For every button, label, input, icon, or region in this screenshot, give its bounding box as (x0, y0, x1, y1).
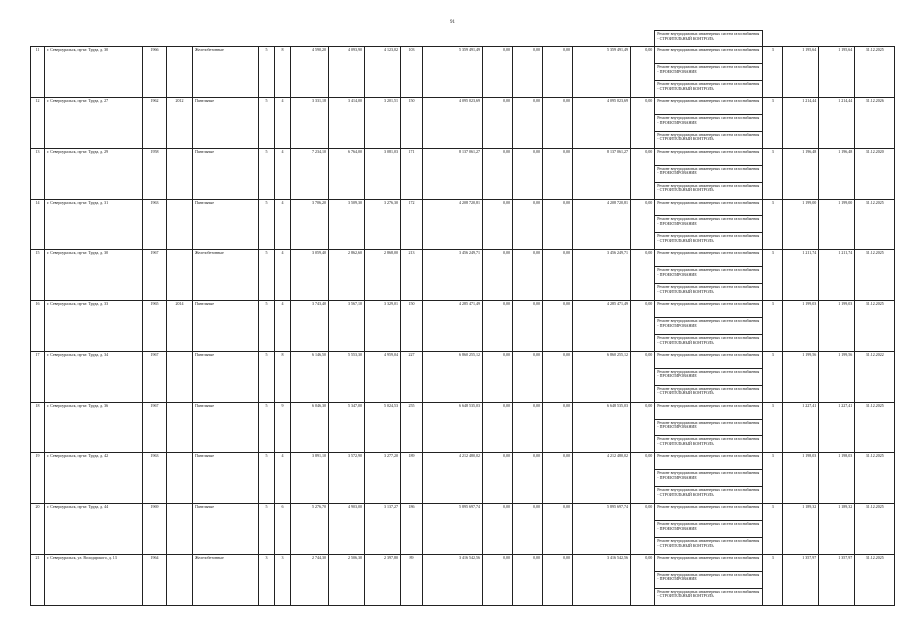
cell-c4: 0,00 (631, 148, 655, 199)
capital-repair-register-table (30, 30, 895, 606)
work-type-cell: Ремонт внутридомовых инженерных систем газоснабжения (655, 554, 763, 571)
cell-area-total: 3 331,18 (291, 98, 329, 149)
cell-unit: 1 227,41 (783, 402, 819, 453)
work-type-cell: Ремонт внутридомовых инженерных систем газоснабжения - СТРОИТЕЛЬНЫЙ КОНТРОЛЬ (655, 182, 763, 199)
cell-c4: 0,00 (631, 98, 655, 149)
cell-entrances: 4 (275, 199, 291, 250)
cell-area-a: 6 764,00 (329, 148, 365, 199)
cell-year-rec (167, 250, 193, 301)
cell-floors: 5 (259, 351, 275, 402)
cell-cost-own: 4 095 023,69 (573, 98, 631, 149)
cell-floors: 5 (259, 199, 275, 250)
cell-year-rec (167, 504, 193, 555)
cell-floors: 3 (259, 554, 275, 605)
cell-limit: 1 211,74 (819, 250, 855, 301)
cell-area-b: 2 397,80 (365, 554, 401, 605)
cell-area-a: 4 093,90 (329, 47, 365, 98)
cell-wall: Железобетонные (193, 554, 259, 605)
cell-code: 3 (763, 98, 783, 149)
cell-unit: 1 199,00 (783, 199, 819, 250)
cell-cost-total: 4 285 471,49 (423, 301, 483, 352)
cell-residents: 150 (401, 301, 423, 352)
table-row (31, 250, 895, 267)
work-type-cell: Ремонт внутридомовых инженерных систем газоснабжения (655, 351, 763, 368)
cell-limit: 1 198,03 (819, 453, 855, 504)
cell-unit: 1 195,64 (783, 47, 819, 98)
cell-area-b: 3 081,03 (365, 148, 401, 199)
cell-entrances: 4 (275, 453, 291, 504)
cell-limit: 1 199,00 (819, 199, 855, 250)
cell-code: 3 (763, 148, 783, 199)
cell-area-total: 2 744,30 (291, 554, 329, 605)
work-type-cell: Ремонт внутридомовых инженерных систем газоснабжения (655, 148, 763, 165)
cell-area-a: 4 903,00 (329, 504, 365, 555)
work-type-cell: Ремонт внутридомовых инженерных систем газоснабжения (655, 301, 763, 318)
cell-c4: 0,00 (631, 402, 655, 453)
cell-address: г. Североуральск, пр-кт. Труда, д. 34 (45, 351, 143, 402)
cell-year-rec (167, 47, 193, 98)
cell-c1: 0,00 (483, 98, 513, 149)
cell-area-total: 6 046,30 (291, 402, 329, 453)
cell-code: 3 (763, 504, 783, 555)
cell-no: 21 (31, 554, 45, 605)
work-type-cell: Ремонт внутридомовых инженерных систем газоснабжения - ПРОЕКТИРОВАНИЕ (655, 318, 763, 335)
work-type-cell: Ремонт внутридомовых инженерных систем газоснабжения - ПРОЕКТИРОВАНИЕ (655, 419, 763, 436)
cell-area-total: 6 146,50 (291, 351, 329, 402)
work-type-cell: Ремонт внутридомовых инженерных систем газоснабжения - СТРОИТЕЛЬНЫЙ КОНТРОЛЬ (655, 334, 763, 351)
cell-residents: 189 (401, 453, 423, 504)
cell-c4: 0,00 (631, 351, 655, 402)
work-type-cell: Ремонт внутридомовых инженерных систем газоснабжения - СТРОИТЕЛЬНЫЙ КОНТРОЛЬ (655, 81, 763, 98)
cell-floors: 5 (259, 504, 275, 555)
cell-year-rec: 2014 (167, 301, 193, 352)
cell-floors: 5 (259, 47, 275, 98)
cell-c4: 0,00 (631, 301, 655, 352)
work-type-cell: Ремонт внутридомовых инженерных систем газоснабжения - СТРОИТЕЛЬНЫЙ КОНТРОЛЬ (655, 537, 763, 554)
cell-entrances: 4 (275, 301, 291, 352)
cell-c1: 0,00 (483, 199, 513, 250)
cell-c1: 0,00 (483, 554, 513, 605)
cell-deadline: 31.12.2022 (855, 351, 895, 402)
cell-area-b: 3 201,51 (365, 98, 401, 149)
cell-area-total: 3 059,40 (291, 250, 329, 301)
cell-year-built: 1958 (143, 148, 167, 199)
cell-year-built: 1963 (143, 199, 167, 250)
cell-area-b: 2 868,00 (365, 250, 401, 301)
cell-wall: Железобетонные (193, 47, 259, 98)
cell-address: г. Североуральск, ул. Володарского, д. 13 (45, 554, 143, 605)
cell-area-b: 3 329,01 (365, 301, 401, 352)
table-row (31, 351, 895, 368)
cell-c1: 0,00 (483, 301, 513, 352)
cell-cost-own: 4 212 480,02 (573, 453, 631, 504)
cell-c2: 0,00 (513, 250, 543, 301)
cell-no: 15 (31, 250, 45, 301)
cell-no: 18 (31, 402, 45, 453)
cell-cost-total: 4 095 023,69 (423, 98, 483, 149)
work-type-cell: Ремонт внутридомовых инженерных систем газоснабжения - ПРОЕКТИРОВАНИЕ (655, 368, 763, 385)
cell-year-built: 1967 (143, 351, 167, 402)
cell-c4: 0,00 (631, 199, 655, 250)
cell-wall: Железобетонные (193, 250, 259, 301)
cell-c3: 0,00 (543, 554, 573, 605)
cell-entrances: 4 (275, 98, 291, 149)
table-body (31, 31, 895, 606)
cell-entrances: 9 (275, 402, 291, 453)
cell-residents: 103 (401, 47, 423, 98)
cell-c1: 0,00 (483, 402, 513, 453)
cell-address: г. Североуральск, пр-кт. Труда, д. 31 (45, 199, 143, 250)
cell-floors: 5 (259, 148, 275, 199)
work-type-cell: Ремонт внутридомовых инженерных систем газоснабжения - СТРОИТЕЛЬНЫЙ КОНТРОЛЬ (655, 131, 763, 148)
cell-year-built: 1967 (143, 250, 167, 301)
cell-year-rec (167, 402, 193, 453)
cell-area-total: 4 590,20 (291, 47, 329, 98)
cell-no: 19 (31, 453, 45, 504)
cell-no: 16 (31, 301, 45, 352)
cell-year-built: 1964 (143, 554, 167, 605)
cell-cost-own: 5 359 491,49 (573, 47, 631, 98)
work-type-cell: Ремонт внутридомовых инженерных систем газоснабжения - ПРОЕКТИРОВАНИЕ (655, 521, 763, 538)
table-row (31, 98, 895, 115)
cell-wall: Панельные (193, 98, 259, 149)
cell-code: 3 (763, 453, 783, 504)
cell-floors: 5 (259, 98, 275, 149)
cell-floors: 5 (259, 453, 275, 504)
cell-no: 11 (31, 47, 45, 98)
work-type-cell: Ремонт внутридомовых инженерных систем газоснабжения - СТРОИТЕЛЬНЫЙ КОНТРОЛЬ (655, 31, 763, 47)
work-type-cell: Ремонт внутридомовых инженерных систем газоснабжения - ПРОЕКТИРОВАНИЕ (655, 267, 763, 284)
cell-code: 3 (763, 301, 783, 352)
cell-year-built: 1965 (143, 301, 167, 352)
cell-cost-total: 6 860 255,12 (423, 351, 483, 402)
cell-no: 13 (31, 148, 45, 199)
cell-address: г. Североуральск, пр-кт. Труда, д. 42 (45, 453, 143, 504)
cell-unit: 1 198,03 (783, 453, 819, 504)
cell-area-b: 4 123,02 (365, 47, 401, 98)
cell-entrances: 3 (275, 554, 291, 605)
cell-no: 14 (31, 199, 45, 250)
cell-c2: 0,00 (513, 402, 543, 453)
work-type-cell: Ремонт внутридомовых инженерных систем газоснабжения - ПРОЕКТИРОВАНИЕ (655, 64, 763, 81)
cell-residents: 150 (401, 98, 423, 149)
work-type-cell: Ремонт внутридомовых инженерных систем газоснабжения (655, 402, 763, 419)
cell-address: г. Североуральск, пр-кт. Труда, д. 29 (45, 148, 143, 199)
cell-residents: 213 (401, 250, 423, 301)
cell-c2: 0,00 (513, 301, 543, 352)
table-row (31, 301, 895, 318)
cell-c2: 0,00 (513, 148, 543, 199)
work-type-cell: Ремонт внутридомовых инженерных систем газоснабжения - ПРОЕКТИРОВАНИЕ (655, 216, 763, 233)
cell-no: 20 (31, 504, 45, 555)
cell-year-rec (167, 199, 193, 250)
table-row (31, 453, 895, 470)
cell-area-a: 2 862,60 (329, 250, 365, 301)
cell-code: 3 (763, 199, 783, 250)
cell-cost-own: 3 456 249,71 (573, 250, 631, 301)
cell-c4: 0,00 (631, 504, 655, 555)
cell-cost-own: 8 137 061,27 (573, 148, 631, 199)
cell-limit: 1 357,97 (819, 554, 855, 605)
cell-floors: 5 (259, 402, 275, 453)
cell-wall: Панельные (193, 351, 259, 402)
cell-c4: 0,00 (631, 453, 655, 504)
table-row (31, 554, 895, 571)
cell-unit: 1 211,74 (783, 250, 819, 301)
blank-cell (31, 31, 655, 47)
cell-cost-total: 4 208 720,81 (423, 199, 483, 250)
cell-unit: 1 189,32 (783, 504, 819, 555)
table-row (31, 148, 895, 165)
cell-area-a: 3 567,10 (329, 301, 365, 352)
cell-address: г. Североуральск, пр-кт. Труда, д. 30 (45, 47, 143, 98)
cell-c1: 0,00 (483, 453, 513, 504)
cell-deadline: 31.12.2025 (855, 504, 895, 555)
cell-year-built: 1967 (143, 402, 167, 453)
table-row-continued (31, 31, 895, 47)
cell-entrances: 4 (275, 250, 291, 301)
cell-cost-own: 4 208 720,81 (573, 199, 631, 250)
cell-residents: 186 (401, 504, 423, 555)
table-row (31, 199, 895, 216)
page-number: 91 (450, 20, 455, 25)
cell-limit: 1 196,48 (819, 148, 855, 199)
work-type-cell: Ремонт внутридомовых инженерных систем газоснабжения - СТРОИТЕЛЬНЫЙ КОНТРОЛЬ (655, 284, 763, 301)
cell-cost-total: 5 895 697,74 (423, 504, 483, 555)
cell-limit: 1 199,56 (819, 351, 855, 402)
work-type-cell: Ремонт внутридомовых инженерных систем газоснабжения (655, 199, 763, 216)
cell-area-a: 5 553,30 (329, 351, 365, 402)
cell-floors: 5 (259, 250, 275, 301)
cell-area-total: 3 891,10 (291, 453, 329, 504)
cell-area-b: 4 959,04 (365, 351, 401, 402)
cell-c2: 0,00 (513, 351, 543, 402)
work-type-cell: Ремонт внутридомовых инженерных систем газоснабжения - СТРОИТЕЛЬНЫЙ КОНТРОЛЬ (655, 233, 763, 250)
cell-deadline: 31.12.2025 (855, 453, 895, 504)
cell-residents: 227 (401, 351, 423, 402)
cell-unit: 1 199,56 (783, 351, 819, 402)
cell-address: г. Североуральск, пр-кт. Труда, д. 30 (45, 250, 143, 301)
work-type-cell: Ремонт внутридомовых инженерных систем газоснабжения - ПРОЕКТИРОВАНИЕ (655, 165, 763, 182)
cell-unit: 1 357,97 (783, 554, 819, 605)
work-type-cell: Ремонт внутридомовых инженерных систем газоснабжения (655, 98, 763, 115)
cell-entrances: 4 (275, 148, 291, 199)
cell-entrances: 6 (275, 504, 291, 555)
cell-year-rec (167, 554, 193, 605)
cell-c3: 0,00 (543, 402, 573, 453)
cell-address: г. Североуральск, пр-кт. Труда, д. 33 (45, 301, 143, 352)
cell-address: г. Североуральск, пр-кт. Труда, д. 36 (45, 402, 143, 453)
cell-c2: 0,00 (513, 47, 543, 98)
cell-c3: 0,00 (543, 351, 573, 402)
cell-unit: 1 199,03 (783, 301, 819, 352)
cell-residents: 172 (401, 199, 423, 250)
cell-deadline: 31.12.2025 (855, 199, 895, 250)
cell-c1: 0,00 (483, 504, 513, 555)
work-type-cell: Ремонт внутридомовых инженерных систем газоснабжения - СТРОИТЕЛЬНЫЙ КОНТРОЛЬ (655, 487, 763, 504)
work-type-cell: Ремонт внутридомовых инженерных систем газоснабжения (655, 453, 763, 470)
work-type-cell: Ремонт внутридомовых инженерных систем газоснабжения - СТРОИТЕЛЬНЫЙ КОНТРОЛЬ (655, 385, 763, 402)
cell-area-b: 5 024,53 (365, 402, 401, 453)
cell-deadline: 31.12.2026 (855, 98, 895, 149)
cell-wall: Панельные (193, 148, 259, 199)
work-type-cell: Ремонт внутридомовых инженерных систем газоснабжения - ПРОЕКТИРОВАНИЕ (655, 470, 763, 487)
cell-unit: 1 196,48 (783, 148, 819, 199)
cell-deadline: 31.12.2025 (855, 402, 895, 453)
cell-residents: 255 (401, 402, 423, 453)
cell-wall: Панельные (193, 402, 259, 453)
work-type-cell: Ремонт внутридомовых инженерных систем газоснабжения - ПРОЕКТИРОВАНИЕ (655, 571, 763, 588)
cell-residents: 171 (401, 148, 423, 199)
blank-cell (763, 31, 895, 47)
cell-year-built: 1969 (143, 504, 167, 555)
cell-floors: 5 (259, 301, 275, 352)
cell-year-built: 1966 (143, 47, 167, 98)
cell-limit: 1 199,03 (819, 301, 855, 352)
work-type-cell: Ремонт внутридомовых инженерных систем газоснабжения (655, 504, 763, 521)
cell-no: 12 (31, 98, 45, 149)
cell-wall: Панельные (193, 301, 259, 352)
cell-year-built: 1963 (143, 453, 167, 504)
cell-code: 3 (763, 47, 783, 98)
cell-c1: 0,00 (483, 47, 513, 98)
cell-code: 3 (763, 351, 783, 402)
cell-address: г. Североуральск, пр-кт. Труда, д. 44 (45, 504, 143, 555)
work-type-cell: Ремонт внутридомовых инженерных систем газоснабжения - ПРОЕКТИРОВАНИЕ (655, 114, 763, 131)
cell-limit: 1 189,32 (819, 504, 855, 555)
cell-area-b: 3 277,20 (365, 453, 401, 504)
cell-year-rec (167, 148, 193, 199)
cell-c3: 0,00 (543, 98, 573, 149)
cell-area-total: 3 743,40 (291, 301, 329, 352)
cell-code: 3 (763, 402, 783, 453)
cell-c3: 0,00 (543, 199, 573, 250)
work-type-cell: Ремонт внутридомовых инженерных систем газоснабжения (655, 250, 763, 267)
cell-area-a: 3 414,00 (329, 98, 365, 149)
work-type-cell: Ремонт внутридомовых инженерных систем газоснабжения - СТРОИТЕЛЬНЫЙ КОНТРОЛЬ (655, 436, 763, 453)
cell-c4: 0,00 (631, 554, 655, 605)
work-type-cell: Ремонт внутридомовых инженерных систем газоснабжения - СТРОИТЕЛЬНЫЙ КОНТРОЛЬ (655, 588, 763, 605)
cell-area-b: 3 276,30 (365, 199, 401, 250)
cell-deadline: 31.12.2020 (855, 148, 895, 199)
cell-cost-own: 4 285 471,49 (573, 301, 631, 352)
cell-cost-total: 3 456 249,71 (423, 250, 483, 301)
cell-c3: 0,00 (543, 47, 573, 98)
cell-year-rec (167, 453, 193, 504)
cell-no: 17 (31, 351, 45, 402)
cell-area-total: 7 234,10 (291, 148, 329, 199)
cell-c3: 0,00 (543, 504, 573, 555)
cell-code: 3 (763, 250, 783, 301)
table-row (31, 504, 895, 521)
cell-year-rec (167, 351, 193, 402)
cell-cost-total: 6 648 535,03 (423, 402, 483, 453)
cell-deadline: 31.12.2025 (855, 554, 895, 605)
cell-cost-own: 6 648 535,03 (573, 402, 631, 453)
cell-area-a: 3 572,90 (329, 453, 365, 504)
cell-area-total: 5 276,70 (291, 504, 329, 555)
cell-c3: 0,00 (543, 453, 573, 504)
cell-deadline: 31.12.2025 (855, 301, 895, 352)
cell-cost-own: 6 860 255,12 (573, 351, 631, 402)
cell-area-a: 5 347,00 (329, 402, 365, 453)
cell-wall: Панельные (193, 504, 259, 555)
cell-c2: 0,00 (513, 554, 543, 605)
cell-area-total: 3 706,20 (291, 199, 329, 250)
cell-c2: 0,00 (513, 504, 543, 555)
cell-c1: 0,00 (483, 148, 513, 199)
cell-cost-total: 5 359 491,49 (423, 47, 483, 98)
cell-area-a: 3 509,30 (329, 199, 365, 250)
cell-cost-total: 3 416 542,56 (423, 554, 483, 605)
cell-limit: 1 195,64 (819, 47, 855, 98)
cell-area-b: 3 137,27 (365, 504, 401, 555)
cell-cost-total: 4 212 480,02 (423, 453, 483, 504)
cell-address: г. Североуральск, пр-кт. Труда, д. 27 (45, 98, 143, 149)
cell-year-built: 1962 (143, 98, 167, 149)
cell-wall: Панельные (193, 453, 259, 504)
cell-cost-own: 3 416 542,56 (573, 554, 631, 605)
cell-c3: 0,00 (543, 148, 573, 199)
work-type-cell: Ремонт внутридомовых инженерных систем газоснабжения (655, 47, 763, 64)
table-row (31, 47, 895, 64)
cell-year-rec: 2012 (167, 98, 193, 149)
cell-c1: 0,00 (483, 250, 513, 301)
cell-limit: 1 227,41 (819, 402, 855, 453)
cell-cost-own: 5 895 697,74 (573, 504, 631, 555)
cell-area-a: 2 506,30 (329, 554, 365, 605)
cell-c3: 0,00 (543, 301, 573, 352)
cell-c2: 0,00 (513, 98, 543, 149)
cell-cost-total: 8 137 061,27 (423, 148, 483, 199)
cell-c4: 0,00 (631, 47, 655, 98)
cell-entrances: 8 (275, 351, 291, 402)
cell-c3: 0,00 (543, 250, 573, 301)
cell-c2: 0,00 (513, 453, 543, 504)
cell-limit: 1 214,44 (819, 98, 855, 149)
cell-c4: 0,00 (631, 250, 655, 301)
cell-wall: Панельные (193, 199, 259, 250)
cell-deadline: 31.12.2025 (855, 250, 895, 301)
table-row (31, 402, 895, 419)
cell-entrances: 8 (275, 47, 291, 98)
cell-c2: 0,00 (513, 199, 543, 250)
cell-residents: 89 (401, 554, 423, 605)
cell-c1: 0,00 (483, 351, 513, 402)
cell-deadline: 31.12.2025 (855, 47, 895, 98)
cell-code: 3 (763, 554, 783, 605)
cell-unit: 1 214,44 (783, 98, 819, 149)
